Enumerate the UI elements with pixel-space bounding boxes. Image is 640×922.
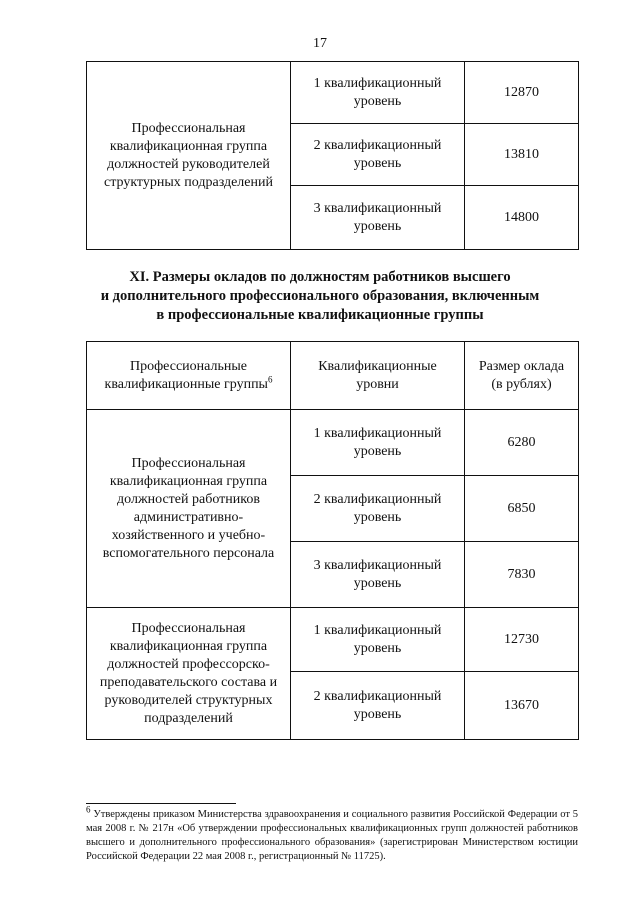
qualification-level-cell: 1 квалификационный уровень <box>291 608 465 672</box>
footnote-number: 6 <box>86 804 91 815</box>
section-title-line: XI. Размеры окладов по должностям работников высшего <box>129 269 511 285</box>
qualification-group-cell: Профессиональная квалификационная группа должностей профессорско-преподавательского состава и руководителей структурных подразделений <box>87 608 291 740</box>
qualification-level-cell: 2 квалификационный уровень <box>291 476 465 542</box>
footnote-text: Утверждены приказом Министерства здравоохранения и социального развития Российской Федерации от 5 мая 2008 г. № 217н «Об утверждении профессиональных квалификационных групп должностей работников высшего и дополнительного профессионального образования» (зарегистрирован Министерством юстиции Российской Федерации 22 мая 2008 г., регистрационный № 11725). <box>86 809 578 862</box>
table-header-row <box>87 342 579 410</box>
qualification-level-cell: 2 квалификационный уровень <box>291 672 465 740</box>
salary-table-continued <box>86 61 579 250</box>
header-groups-label: Профессиональные квалификационные группы <box>104 358 268 392</box>
table-row <box>87 608 579 672</box>
salary-cell: 12730 <box>465 608 579 672</box>
salary-cell: 6850 <box>465 476 579 542</box>
salary-cell: 14800 <box>465 186 579 250</box>
qualification-level-cell: 1 квалификационный уровень <box>291 410 465 476</box>
qualification-level-cell: 1 квалификационный уровень <box>291 62 465 124</box>
qualification-level-cell: 2 квалификационный уровень <box>291 124 465 186</box>
qualification-group-cell: Профессиональная квалификационная группа должностей руководителей структурных подразделений <box>87 62 291 250</box>
table-row <box>87 410 579 476</box>
section-title-line: и дополнительного профессионального образования, включенным <box>100 288 540 304</box>
salary-cell: 12870 <box>465 62 579 124</box>
qualification-level-cell: 3 квалификационный уровень <box>291 542 465 608</box>
qualification-level-cell: 3 квалификационный уровень <box>291 186 465 250</box>
header-groups <box>87 342 291 410</box>
footnote-marker: 6 <box>267 373 273 384</box>
header-levels: Квалификационные уровни <box>291 342 465 410</box>
footnote <box>86 804 578 864</box>
table-row <box>87 62 579 124</box>
section-title <box>40 268 600 325</box>
section-title-line: в профессиональные квалификационные группы <box>156 307 484 323</box>
salary-cell: 6280 <box>465 410 579 476</box>
salary-cell: 13670 <box>465 672 579 740</box>
salary-cell: 13810 <box>465 124 579 186</box>
qualification-group-cell: Профессиональная квалификационная группа должностей работников административно-хозяйственного и учебно-вспомогательного персонала <box>87 410 291 608</box>
footnote-divider <box>86 803 236 804</box>
page-number: 17 <box>313 36 327 51</box>
salary-table <box>86 341 579 740</box>
salary-cell: 7830 <box>465 542 579 608</box>
header-salary: Размер оклада (в рублях) <box>465 342 579 410</box>
